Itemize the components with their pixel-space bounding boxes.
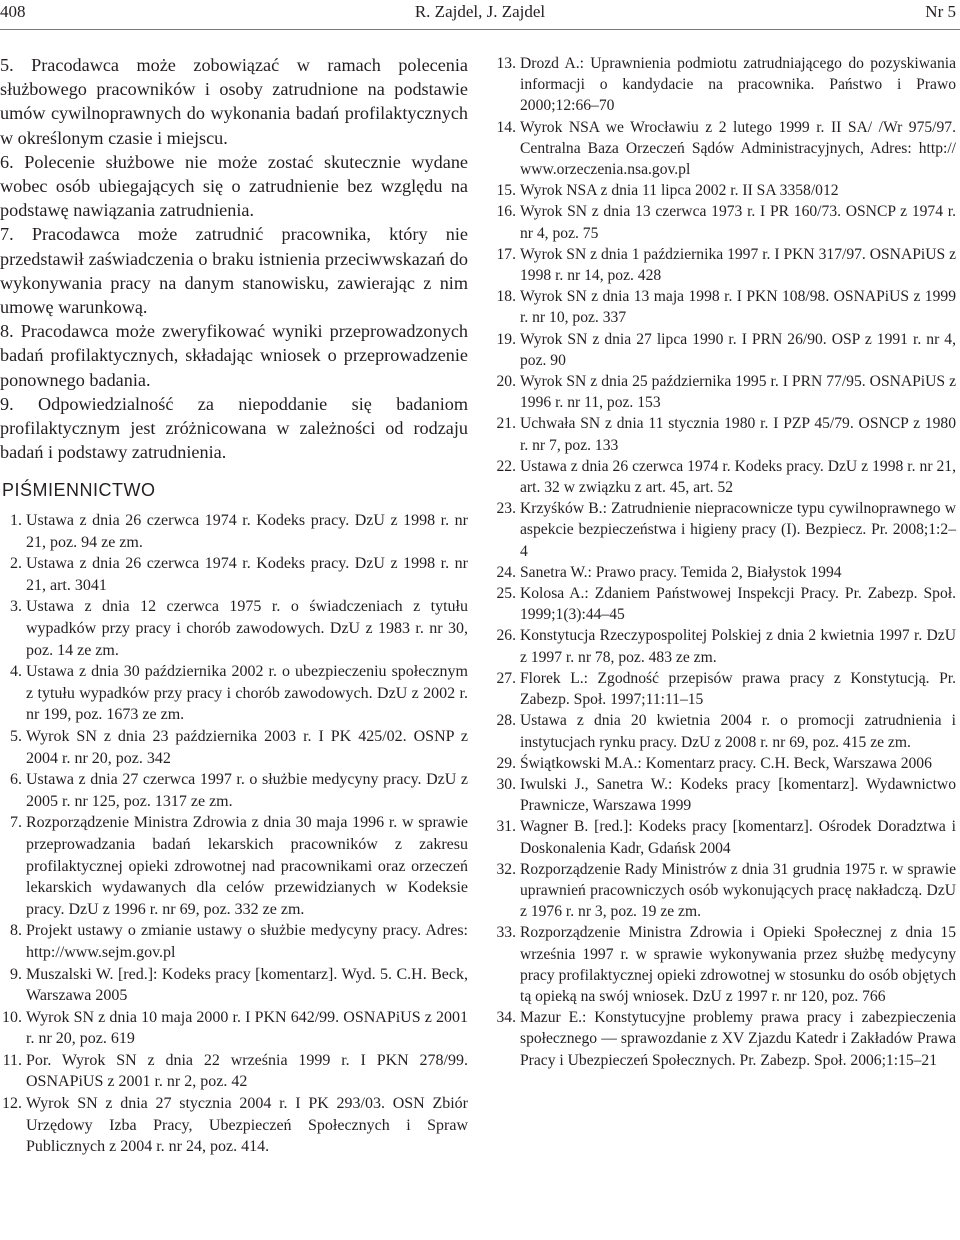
reference-text: Wyrok SN z dnia 1 października 1997 r. I PKN 317/97. OSNAPiUS z 1998 r. nr 14, poz. 428 bbox=[520, 245, 956, 285]
reference-number: 26. bbox=[496, 627, 516, 645]
reference-number: 32. bbox=[496, 860, 516, 878]
conclusion-text: Odpowiedzialność za niepoddanie się badaniom profilaktycznym jest zróżnicowana w zależności od rodzaju badań i podstawy zatrudnienia. bbox=[0, 393, 468, 463]
reference-item bbox=[0, 1093, 468, 1158]
reference-item bbox=[0, 1050, 468, 1093]
reference-number: 12. bbox=[2, 1095, 22, 1113]
conclusion-paragraph bbox=[0, 53, 468, 150]
reference-text: Rozporządzenie Ministra Zdrowia z dnia 30 maja 1996 r. w sprawie przeprowadzania badań lekarskich pracowników z zakresu profilaktycznej opieki zdrowotnej nad pracownikami oraz orzeczeń lekarskich wydawanych dla celów przewidzianych w Kodeksie pracy. DzU z 1996 r. nr 69, poz. 332 ze zm. bbox=[26, 814, 468, 918]
conclusion-paragraph bbox=[0, 392, 468, 465]
reference-text: Drozd A.: Uprawnienia podmiotu zatrudniającego do pozyskiwania informacji o kandydacie na pracownika. Państwo i Prawo 2000;12:66–70 bbox=[520, 55, 956, 115]
reference-number: 31. bbox=[496, 818, 516, 836]
reference-text: Świątkowski M.A.: Komentarz pracy. C.H. Beck, Warszawa 2006 bbox=[520, 754, 932, 772]
reference-number: 5. bbox=[10, 727, 22, 745]
conclusion-number: 7. bbox=[0, 224, 14, 245]
issue-number: Nr 5 bbox=[925, 2, 956, 21]
running-authors: R. Zajdel, J. Zajdel bbox=[414, 2, 546, 21]
reference-item bbox=[0, 510, 468, 553]
reference-number: 27. bbox=[496, 669, 516, 687]
reference-item bbox=[494, 244, 956, 286]
reference-item bbox=[0, 964, 468, 1007]
reference-text: Muszalski W. [red.]: Kodeks pracy [komentarz]. Wyd. 5. C.H. Beck, Warszawa 2005 bbox=[26, 965, 468, 1005]
conclusion-number: 6. bbox=[0, 151, 14, 172]
conclusion-number: 8. bbox=[0, 321, 14, 342]
reference-item bbox=[494, 816, 956, 858]
reference-item bbox=[494, 668, 956, 710]
reference-text: Ustawa z dnia 12 czerwca 1975 r. o świadczeniach z tytułu wypadków przy pracy i chorób zawodowych. DzU z 1983 r. nr 30, poz. 14 ze zm. bbox=[26, 598, 468, 659]
reference-item bbox=[494, 562, 956, 583]
reference-item bbox=[494, 583, 956, 625]
reference-text: Wyrok SN z dnia 13 czerwca 1973 r. I PR 160/73. OSNCP z 1974 r. nr 4, poz. 75 bbox=[520, 203, 956, 242]
reference-item bbox=[494, 180, 956, 201]
reference-number: 34. bbox=[496, 1009, 516, 1027]
reference-number: 9. bbox=[10, 965, 22, 983]
reference-number: 22. bbox=[496, 457, 516, 475]
reference-item bbox=[494, 625, 956, 667]
reference-text: Wagner B. [red.]: Kodeks pracy [komentarz]. Ośrodek Doradztwa i Doskonalenia Kadr, Gdańsk 2004 bbox=[520, 818, 956, 857]
conclusion-paragraph bbox=[0, 150, 468, 223]
reference-item bbox=[494, 286, 956, 328]
reference-text: Ustawa z dnia 30 października 2002 r. o ubezpieczeniu społecznym z tytułu wypadków przy pracy i chorób zawodowych. DzU z 2002 r. nr 199, poz. 1673 ze zm. bbox=[26, 663, 468, 724]
conclusion-text: Pracodawca może zatrudnić pracownika, który nie przedstawił zaświadczenia o braku istnienia przeciwwskazań do wykonywania pracy na danym stanowisku, zawierając z nim umowę warunkową. bbox=[0, 224, 468, 318]
reference-number: 21. bbox=[496, 415, 516, 433]
reference-text: Uchwała SN z dnia 11 stycznia 1980 r. I PZP 45/79. OSNCP z 1980 r. nr 7, poz. 133 bbox=[520, 415, 956, 454]
conclusion-paragraph bbox=[0, 222, 468, 319]
reference-number: 33. bbox=[496, 924, 516, 942]
reference-item bbox=[494, 413, 956, 455]
reference-number: 6. bbox=[10, 771, 22, 789]
header-rule bbox=[0, 29, 960, 30]
reference-text: Ustawa z dnia 20 kwietnia 2004 r. o promocji zatrudnienia i instytucjach rynku pracy. DzU z 2008 r. nr 69, poz. 415 ze zm. bbox=[520, 712, 956, 751]
reference-number: 29. bbox=[496, 754, 516, 772]
reference-text: Wyrok SN z dnia 13 maja 1998 r. I PKN 108/98. OSNAPiUS z 1999 r. nr 10, poz. 337 bbox=[520, 288, 956, 327]
reference-item bbox=[494, 1007, 956, 1071]
reference-number: 17. bbox=[496, 245, 516, 263]
reference-text: Wyrok NSA z dnia 11 lipca 2002 r. II SA 3358/012 bbox=[520, 182, 839, 200]
right-column bbox=[494, 53, 956, 1071]
reference-text: Ustawa z dnia 26 czerwca 1974 r. Kodeks pracy. DzU z 1998 r. nr 21, poz. 94 ze zm. bbox=[26, 512, 468, 551]
reference-number: 18. bbox=[496, 288, 516, 306]
reference-number: 11. bbox=[2, 1051, 22, 1069]
reference-number: 7. bbox=[10, 814, 22, 832]
bibliography-heading: PIŚMIENNICTWO bbox=[2, 480, 156, 501]
reference-item bbox=[494, 753, 956, 774]
reference-text: Ustawa z dnia 26 czerwca 1974 r. Kodeks pracy. DzU z 1998 r. nr 21, art. 32 w związku z art. 45, art. 52 bbox=[520, 457, 956, 497]
reference-number: 15. bbox=[496, 182, 516, 200]
left-column bbox=[0, 53, 468, 1158]
references-list-right bbox=[494, 53, 956, 1071]
page-number: 408 bbox=[0, 2, 26, 21]
conclusion-text: Pracodawca może zweryfikować wyniki przeprowadzonych badań profilaktycznych, składając wniosek o przeprowadzenie ponownego badania. bbox=[0, 321, 468, 390]
reference-number: 10. bbox=[2, 1008, 22, 1026]
reference-text: Ustawa z dnia 26 czerwca 1974 r. Kodeks pracy. DzU z 1998 r. nr 21, art. 3041 bbox=[26, 555, 468, 594]
conclusion-number: 5. bbox=[0, 55, 14, 75]
references-list-left bbox=[0, 510, 468, 1158]
reference-number: 28. bbox=[496, 712, 516, 730]
reference-number: 25. bbox=[496, 585, 516, 603]
reference-item bbox=[494, 53, 956, 117]
reference-item bbox=[494, 371, 956, 413]
reference-text: Rozporządzenie Ministra Zdrowia i Opieki Społecznej z dnia 15 września 1997 r. w sprawie wykonywania przez służbę medycyny pracy profilaktycznej opieki zdrowotnej w stosunku do osób objętych tą opieką na swój wniosek. DzU z 1997 r. nr 120, poz. 766 bbox=[520, 924, 956, 1005]
reference-number: 19. bbox=[496, 330, 516, 348]
reference-number: 4. bbox=[10, 663, 22, 681]
reference-text: Konstytucja Rzeczypospolitej Polskiej z dnia 2 kwietnia 1997 r. DzU z 1997 r. nr 78, poz. 483 ze zm. bbox=[520, 627, 956, 666]
reference-text: Kolosa A.: Zdaniem Państwowej Inspekcji Pracy. Pr. Zabezp. Społ. 1999;1(3):44–45 bbox=[520, 585, 956, 624]
conclusion-number: 9. bbox=[0, 393, 14, 414]
reference-item bbox=[494, 456, 956, 498]
reference-item bbox=[494, 710, 956, 752]
reference-text: Por. Wyrok SN z dnia 22 września 1999 r. I PKN 278/99. OSNAPiUS z 2001 r. nr 2, poz. 42 bbox=[26, 1051, 468, 1091]
reference-text: Wyrok SN z dnia 10 maja 2000 r. I PKN 642/99. OSNAPiUS z 2001 r. nr 20, poz. 619 bbox=[26, 1008, 468, 1048]
reference-text: Sanetra W.: Prawo pracy. Temida 2, Białystok 1994 bbox=[520, 563, 842, 581]
reference-item bbox=[0, 661, 468, 726]
reference-text: Wyrok SN z dnia 25 października 1995 r. I PRN 77/95. OSNAPiUS z 1996 r. nr 11, poz. 153 bbox=[520, 373, 956, 412]
reference-text: Ustawa z dnia 27 czerwca 1997 r. o służbie medycyny pracy. DzU z 2005 r. nr 125, poz. 1317 ze zm. bbox=[26, 771, 468, 810]
reference-number: 8. bbox=[10, 922, 22, 940]
reference-text: Mazur E.: Konstytucyjne problemy prawa pracy i zabezpieczenia społecznego — sprawozdanie z XV Zjazdu Katedr i Zakładów Prawa Pracy i Ubezpieczeń Społecznych. Pr. Zabezp. Społ. 2006;1:15–21 bbox=[520, 1009, 956, 1069]
conclusion-text: Polecenie służbowe nie może zostać skutecznie wydane wobec osób ubiegających się o zatrudnienie bez względu na podstawę nawiązania zatrudnienia. bbox=[0, 151, 468, 221]
conclusion-paragraph bbox=[0, 319, 468, 392]
reference-item bbox=[494, 922, 956, 1007]
reference-number: 23. bbox=[496, 500, 516, 518]
reference-number: 3. bbox=[10, 598, 22, 616]
reference-text: Projekt ustawy o zmianie ustawy o służbie medycyny pracy. Adres: http://www.sejm.gov.pl bbox=[26, 922, 468, 961]
reference-item bbox=[494, 201, 956, 243]
reference-number: 2. bbox=[10, 555, 22, 573]
conclusions-list bbox=[0, 53, 468, 464]
reference-item bbox=[494, 774, 956, 816]
conclusion-text: Pracodawca może zobowiązać w ramach polecenia służbowego pracowników i osoby zatrudnione na podstawie umów cywilnoprawnych do wykonania badań profilaktycznych w określonym czasie i miejscu. bbox=[0, 55, 469, 148]
reference-item bbox=[0, 726, 468, 769]
reference-item bbox=[0, 920, 468, 963]
reference-item bbox=[494, 117, 956, 181]
reference-item bbox=[0, 769, 468, 812]
reference-number: 16. bbox=[496, 203, 516, 221]
reference-text: Wyrok SN z dnia 27 lipca 1990 r. I PRN 26/90. OSP z 1991 r. nr 4, poz. 90 bbox=[520, 330, 956, 369]
reference-item bbox=[0, 596, 468, 661]
reference-item bbox=[0, 553, 468, 596]
reference-text: Wyrok SN z dnia 23 października 2003 r. I PK 425/02. OSNP z 2004 r. nr 20, poz. 342 bbox=[26, 727, 468, 767]
reference-text: Wyrok SN z dnia 27 stycznia 2004 r. I PK 293/03. OSN Zbiór Urzędowy Izba Pracy, Ubezpieczeń Społecznych i Spraw Publicznych z 2004 r. nr 24, poz. 414. bbox=[26, 1095, 468, 1156]
reference-text: Krzyśków B.: Zatrudnienie niepracowniczе typu cywilnoprawnego w aspekcie bezpieczeństwa i higieny pracy (I). Bezpiecz. Pr. 2008;1:2–4 bbox=[520, 500, 956, 560]
reference-item bbox=[494, 859, 956, 923]
reference-number: 14. bbox=[496, 118, 516, 136]
reference-number: 13. bbox=[496, 55, 516, 72]
reference-number: 20. bbox=[496, 373, 516, 391]
reference-item bbox=[494, 329, 956, 371]
reference-text: Iwulski J., Sanetra W.: Kodeks pracy [komentarz]. Wydawnictwo Prawnicze, Warszawa 1999 bbox=[520, 775, 956, 815]
page-header bbox=[0, 0, 960, 26]
reference-number: 30. bbox=[496, 775, 516, 793]
reference-number: 24. bbox=[496, 563, 516, 581]
reference-item bbox=[494, 498, 956, 562]
reference-item bbox=[0, 1007, 468, 1050]
reference-item bbox=[0, 812, 468, 920]
reference-text: Rozporządzenie Rady Ministrów z dnia 31 grudnia 1975 r. w sprawie uprawnień pracowniczych osób wykonujących pracę nakładczą. DzU z 1976 r. nr 3, poz. 19 ze zm. bbox=[520, 860, 956, 921]
reference-text: Florek L.: Zgodność przepisów prawa pracy z Konstytucją. Pr. Zabezp. Społ. 1997;11:11–15 bbox=[520, 669, 956, 709]
reference-number: 1. bbox=[10, 512, 22, 530]
reference-text: Wyrok NSA we Wrocławiu z 2 lutego 1999 r. II SA/ /Wr 975/97. Centralna Baza Orzeczeń Sądów Administracyjnych, Adres: http:// www.orzeczenia.nsa.gov.pl bbox=[520, 118, 956, 179]
